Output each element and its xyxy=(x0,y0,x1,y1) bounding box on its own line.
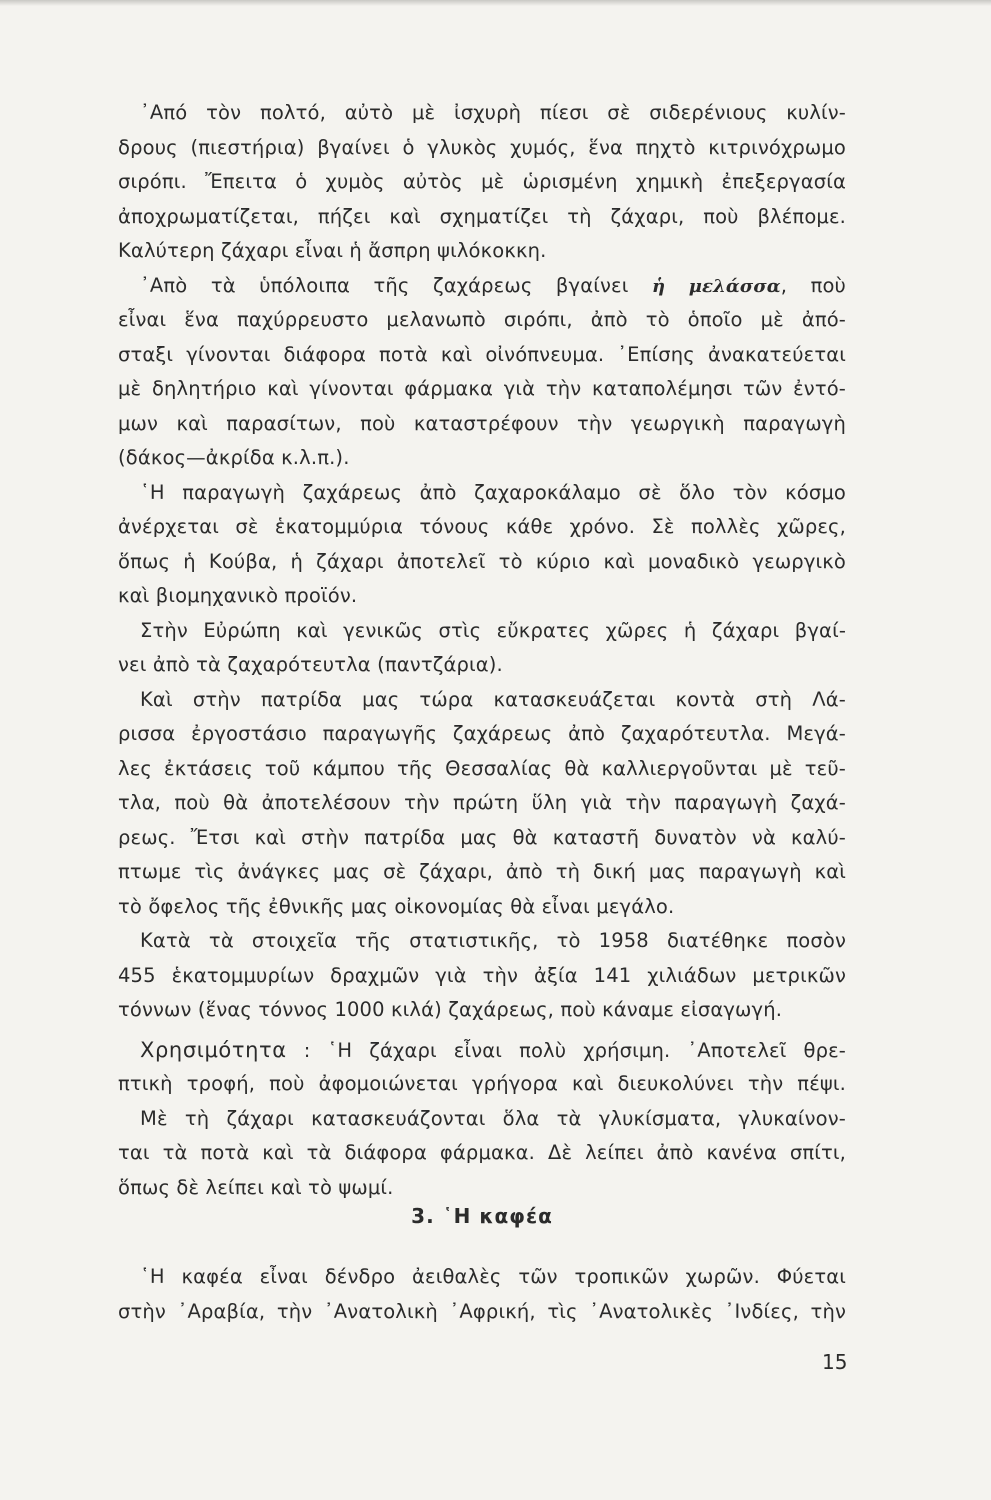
text-line: τλα, ποὺ θὰ ἀποτελέσουν τὴν πρώτη ὕλη γιὰ τὴν παραγωγὴ ζαχά- xyxy=(118,791,846,814)
text-line: πτικὴ τροφή, ποὺ ἀφομοιώνεται γρήγορα καὶ διευκολύνει τὴν πέψι. xyxy=(118,1072,846,1095)
text-line: ῾Η παραγωγὴ ζαχάρεως ἀπὸ ζαχαροκάλαμο σὲ ὅλο τὸν κόσμο xyxy=(140,480,846,504)
text-line: ρισσα ἐργοστάσιο παραγωγῆς ζαχάρεως ἀπὸ ζαχαρότευτλα. Μεγά- xyxy=(118,722,846,745)
text-line: ρεως. Ἔτσι καὶ στὴν πατρίδα μας θὰ καταστῆ δυνατὸν νὰ καλύ- xyxy=(118,825,846,849)
section-heading-coffee: 3. ῾Η καφέα xyxy=(411,1204,553,1228)
usefulness-label: Χρησιμότητα xyxy=(140,1037,287,1062)
text-line: 455 ἑκατομμυρίων δραχμῶν γιὰ τὴν ἀξία 141 χιλιάδων μετρικῶν xyxy=(118,963,846,987)
text-line: Στὴν Εὐρώπη καὶ γενικῶς στὶς εὔκρατες χῶρες ἡ ζάχαρι βγαί- xyxy=(140,618,846,642)
page-number: 15 xyxy=(822,1350,848,1374)
text-line: Κατὰ τὰ στοιχεῖα τῆς στατιστικῆς, τὸ 1958 διατέθηκε ποσὸν xyxy=(140,929,846,952)
text-fragment: ᾿Απὸ τὰ ὑπόλοιπα τῆς ζαχάρεως βγαίνει xyxy=(140,273,629,297)
text-line-with-term xyxy=(118,269,846,304)
paragraph-sugarcane-production xyxy=(118,476,846,614)
text-line: ῾Η καφέα εἶναι δένδρο ἀειθαλὲς τῶν τροπικῶν χωρῶν. Φύεται xyxy=(140,1265,846,1288)
text-line: ἀποχρωματίζεται, πήζει καὶ σχηματίζει τὴ ζάχαρι, ποὺ βλέπομε. xyxy=(118,204,846,228)
text-line: Μὲ τὴ ζάχαρι κατασκευάζονται ὅλα τὰ γλυκίσματα, γλυκαίνον- xyxy=(140,1106,846,1130)
text-line: λες ἐκτάσεις τοῦ κάμπου τῆς Θεσσαλίας θὰ καλλιεργοῦνται μὲ τεῦ- xyxy=(118,756,846,780)
text-line: ται τὰ ποτὰ καὶ τὰ διάφορα φάρμακα. Δὲ λείπει ἀπὸ κανένα σπίτι, xyxy=(118,1141,846,1164)
text-line: ὅπως δὲ λείπει καὶ τὸ ψωμί. xyxy=(118,1175,394,1199)
page-top-edge xyxy=(0,0,991,6)
text-line: πτωμε τὶς ἀνάγκες μας σὲ ζάχαρι, ἀπὸ τὴ δική μας παραγωγὴ καὶ xyxy=(118,860,846,883)
text-line: σιρόπι. Ἔπειτα ὁ χυμὸς αὐτὸς μὲ ὡρισμένη χημικὴ ἐπεξεργασία xyxy=(118,170,846,193)
text-line: μὲ δηλητήριο καὶ γίνονται φάρμακα γιὰ τὴν καταπολέμησι τῶν ἐντό- xyxy=(118,377,846,400)
text-line: δρους (πιεστήρια) βγαίνει ὁ γλυκὸς χυμός, ἕνα πηχτὸ κιτρινόχρωμο xyxy=(118,135,846,159)
text-line-with-label xyxy=(118,1033,846,1068)
text-line: Καὶ στὴν πατρίδα μας τώρα κατασκευάζεται κοντὰ στὴ Λά- xyxy=(140,687,846,711)
paragraph-usefulness xyxy=(118,1033,846,1102)
text-line: μων καὶ παρασίτων, ποὺ καταστρέφουν τὴν γεωργικὴ παραγωγὴ xyxy=(118,411,846,435)
italic-term-molasses: ἡ μελάσσα xyxy=(651,275,781,297)
text-line: ὅπως ἡ Κούβα, ἡ ζάχαρι ἀποτελεῖ τὸ κύριο καὶ μοναδικὸ γεωργικὸ xyxy=(118,549,846,573)
paragraph-coffee xyxy=(118,1260,846,1329)
text-line: καὶ βιομηχανικὸ προϊόν. xyxy=(118,584,358,607)
text-line: Καλύτερη ζάχαρι εἶναι ἡ ἄσπρη ψιλόκοκκη. xyxy=(118,239,547,262)
text-fragment: : ῾Η ζάχαρι εἶναι πολὺ χρήσιμη. ᾿Αποτελεῖ θρε- xyxy=(303,1038,846,1062)
paragraph-larissa-factory xyxy=(118,683,846,925)
paragraph-europe-beets xyxy=(118,614,846,683)
text-line: νει ἀπὸ τὰ ζαχαρότευτλα (παντζάρια). xyxy=(118,653,503,676)
text-line: τὸ ὄφελος τῆς ἐθνικῆς μας οἰκονομίας θὰ εἶναι μεγάλο. xyxy=(118,894,675,918)
text-fragment: , ποὺ xyxy=(780,273,846,297)
text-line: τόννων (ἕνας τόννος 1000 κιλά) ζαχάρεως, ποὺ κάναμε εἰσαγωγή. xyxy=(118,998,783,1021)
paragraph-statistics xyxy=(118,924,846,1028)
book-page-body xyxy=(118,96,846,1323)
paragraph-sweets xyxy=(118,1102,846,1206)
text-line: ἀνέρχεται σὲ ἑκατομμύρια τόνους κάθε χρόνο. Σὲ πολλὲς χῶρες, xyxy=(118,515,846,538)
paragraph-sugar-extraction xyxy=(118,96,846,269)
text-line: ᾿Από τὸν πολτό, αὐτὸ μὲ ἰσχυρὴ πίεσι σὲ σιδερένιους κυλίν- xyxy=(140,101,846,124)
text-line: (δάκος—ἀκρίδα κ.λ.π.). xyxy=(118,446,350,469)
text-line: σταξι γίνονται διάφορα ποτὰ καὶ οἰνόπνευμα. ᾿Επίσης ἀνακατεύεται xyxy=(118,342,846,366)
text-line: στὴν ᾿Αραβία, τὴν ᾿Ανατολικὴ ᾿Αφρική, τὶς ᾿Ανατολικὲς ᾿Ινδίες, τὴν xyxy=(118,1299,846,1323)
text-line: εἶναι ἕνα παχύρρευστο μελανωπὸ σιρόπι, ἀπὸ τὸ ὁποῖο μὲ ἀπό- xyxy=(118,308,846,331)
paragraph-molasses xyxy=(118,269,846,476)
